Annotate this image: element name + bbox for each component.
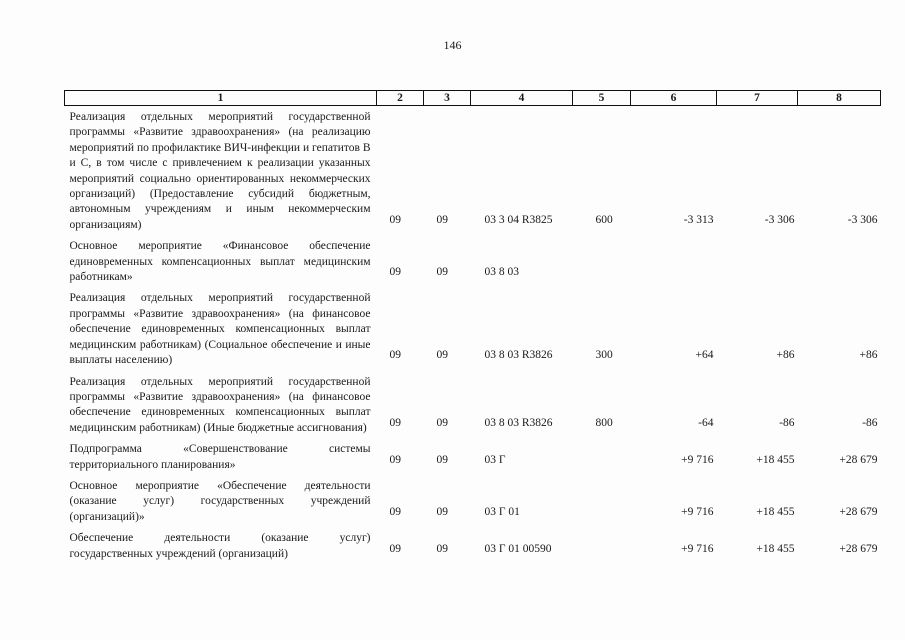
amount-col-7: +18 455 [756, 542, 795, 555]
section-code: 09 [389, 453, 401, 466]
amount-col-7 [717, 235, 798, 287]
subsection-code: 09 [436, 213, 448, 226]
subsection-code: 09 [436, 349, 448, 362]
row-description: Обеспечение деятельности (оказание услуг) государственных учреждений (организаций) [69, 532, 371, 560]
expense-type-code: 300 [595, 349, 613, 362]
amount-col-6: +9 716 [681, 505, 714, 518]
amount-col-7: +18 455 [756, 505, 795, 518]
section-code: 09 [389, 266, 401, 279]
target-article-code: 03 Г [484, 453, 506, 466]
table-row [65, 287, 881, 370]
section-code: 09 [389, 416, 401, 429]
column-header-7: 7 [717, 91, 798, 106]
expense-type-code [573, 438, 631, 475]
amount-col-8: +28 679 [839, 505, 878, 518]
section-code: 09 [389, 349, 401, 362]
amount-col-8 [798, 235, 881, 287]
amount-col-6: +9 716 [681, 542, 714, 555]
amount-col-8: -86 [862, 416, 878, 429]
row-description: Подпрограмма «Совершенствование системы территориального планирования» [69, 443, 371, 471]
column-header-6: 6 [631, 91, 717, 106]
amount-col-7: -86 [779, 416, 795, 429]
expense-type-code [573, 527, 631, 564]
amount-col-6: -64 [698, 416, 714, 429]
target-article-code: 03 Г 01 00590 [484, 542, 552, 555]
amount-col-8: +86 [859, 349, 878, 362]
target-article-code: 03 8 03 R3826 [484, 416, 553, 429]
amount-col-8: -3 306 [847, 213, 878, 226]
page-number: 146 [443, 38, 462, 52]
target-article-code: 03 Г 01 [484, 505, 520, 518]
row-description: Реализация отдельных мероприятий государственной программы «Развитие здравоохранения» (на реализацию мероприятий по профилактике ВИЧ-инфекции и гепатитов В и С, в том числе с привлечением к реализации указанных мероприятий социально ориентированных некоммерческих организаций) (Предоставление субсидий бюджетным, автономным учреждениям и иным некоммерческим организациям) [69, 111, 371, 231]
column-header-2: 2 [377, 91, 424, 106]
amount-col-8: +28 679 [839, 453, 878, 466]
table-row [65, 106, 881, 236]
row-description: Реализация отдельных мероприятий государственной программы «Развитие здравоохранения» (на финансовое обеспечение единовременных компенсационных выплат медицинским работникам) (Социальное обеспечение и иные выплаты населению) [69, 292, 371, 367]
column-header-5: 5 [573, 91, 631, 106]
amount-col-6 [631, 235, 717, 287]
column-header-4: 4 [471, 91, 573, 106]
column-header-1: 1 [65, 91, 377, 106]
table-row [65, 235, 881, 287]
target-article-code: 03 8 03 [484, 266, 519, 279]
section-code: 09 [389, 542, 401, 555]
amount-col-8: +28 679 [839, 542, 878, 555]
table-row [65, 438, 881, 475]
expense-type-code [573, 475, 631, 527]
subsection-code: 09 [436, 453, 448, 466]
subsection-code: 09 [436, 416, 448, 429]
section-code: 09 [389, 213, 401, 226]
target-article-code: 03 3 04 R3825 [484, 213, 553, 226]
header-row [65, 91, 881, 106]
amount-col-6: -3 313 [683, 213, 714, 226]
row-description: Реализация отдельных мероприятий государственной программы «Развитие здравоохранения» (на финансовое обеспечение единовременных компенсационных выплат медицинским работникам) (Иные бюджетные ассигнования) [69, 375, 371, 434]
amount-col-7: -3 306 [764, 213, 795, 226]
subsection-code: 09 [436, 542, 448, 555]
row-description: Основное мероприятие «Финансовое обеспечение единовременных компенсационных выплат медицинским работникам» [69, 240, 371, 284]
column-header-3: 3 [424, 91, 471, 106]
row-description: Основное мероприятие «Обеспечение деятельности (оказание услуг) государственных учреждений (организаций)» [69, 479, 371, 523]
expense-type-code [573, 235, 631, 287]
amount-col-6: +9 716 [681, 453, 714, 466]
expense-type-code: 600 [595, 213, 613, 226]
table-row [65, 475, 881, 527]
budget-table [64, 90, 881, 564]
subsection-code: 09 [436, 266, 448, 279]
table-row [65, 371, 881, 439]
column-header-8: 8 [798, 91, 881, 106]
section-code: 09 [389, 505, 401, 518]
amount-col-6: +64 [695, 349, 714, 362]
table-row [65, 527, 881, 564]
subsection-code: 09 [436, 505, 448, 518]
amount-col-7: +18 455 [756, 453, 795, 466]
expense-type-code: 800 [595, 416, 613, 429]
amount-col-7: +86 [776, 349, 795, 362]
target-article-code: 03 8 03 R3826 [484, 349, 553, 362]
